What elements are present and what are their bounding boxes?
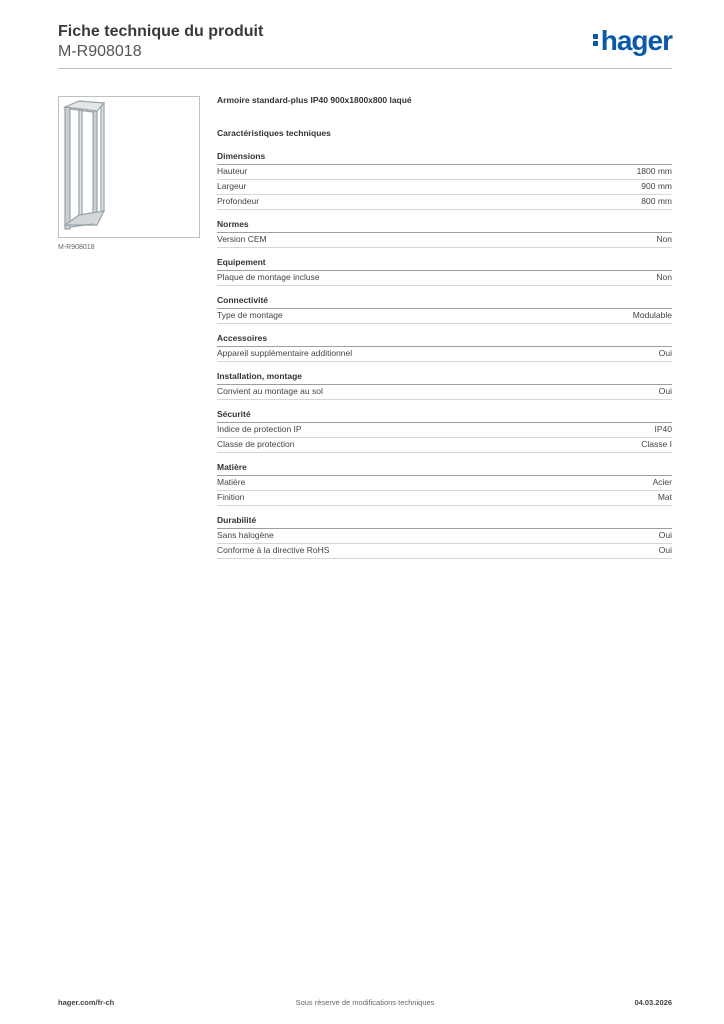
spec-section-accessoires [217,333,672,362]
spec-section-normes [217,219,672,248]
spec-value: Oui [658,348,672,358]
spec-value: 900 mm [641,181,672,191]
spec-section-equipement [217,257,672,286]
spec-row [217,544,672,559]
spec-label: Version CEM [217,234,267,244]
spec-row [217,385,672,400]
header-divider [58,68,672,69]
spec-label: Hauteur [217,166,248,176]
spec-row [217,195,672,210]
product-image [58,96,200,238]
footer-disclaimer: Sous réserve de modifications techniques [295,998,435,1007]
product-name: Armoire standard-plus IP40 900x1800x800 laqué [217,95,412,105]
spec-value: 1800 mm [636,166,672,176]
spec-row [217,529,672,544]
spec-value: IP40 [654,424,672,434]
spec-row [217,347,672,362]
spec-section-dimensions [217,151,672,210]
characteristics-heading: Caractéristiques techniques [217,128,331,138]
spec-label: Conforme à la directive RoHS [217,545,330,555]
spec-label: Profondeur [217,196,260,206]
spec-label: Matière [217,477,246,487]
spec-content [217,94,672,568]
spec-value: Non [656,234,672,244]
section-title: Equipement [217,257,672,271]
product-reference: M-R908018 [58,43,142,60]
spec-label: Sans halogène [217,530,274,540]
page-header [58,20,672,70]
footer-website-link[interactable]: hager.com/fr-ch [58,998,115,1007]
spec-value: Oui [658,386,672,396]
spec-value: Acier [652,477,672,487]
section-title: Accessoires [217,333,672,347]
spec-label: Type de montage [217,310,283,320]
hager-logo [593,26,672,56]
spec-label: Finition [217,492,245,502]
spec-value: 800 mm [641,196,672,206]
spec-value: Non [656,272,672,282]
spec-value: Classe I [641,439,672,449]
spec-section-securite [217,409,672,453]
spec-label: Convient au montage au sol [217,386,323,396]
spec-value: Modulable [632,310,672,320]
spec-row [217,165,672,180]
section-title: Connectivité [217,295,672,309]
spec-row [217,423,672,438]
spec-section-matiere [217,462,672,506]
spec-row [217,271,672,286]
spec-row [217,491,672,506]
spec-section-durabilite [217,515,672,559]
spec-row [217,309,672,324]
image-caption: M-R908018 [58,244,95,251]
spec-row [217,233,672,248]
logo-dots-icon [593,32,599,48]
section-title: Sécurité [217,409,672,423]
spec-label: Classe de protection [217,439,295,449]
section-title: Installation, montage [217,371,672,385]
footer-date: 04.03.2026 [634,998,672,1007]
spec-value: Oui [658,530,672,540]
enclosure-frame-icon [59,97,199,237]
section-title: Matière [217,462,672,476]
spec-label: Appareil supplémentaire additionnel [217,348,353,358]
spec-section-installation [217,371,672,400]
spec-section-connectivite [217,295,672,324]
spec-label: Plaque de montage incluse [217,272,320,282]
section-title: Normes [217,219,672,233]
page-title: Fiche technique du produit [58,23,264,40]
spec-label: Indice de protection IP [217,424,302,434]
logo-text: hager [600,25,672,56]
section-title: Durabilité [217,515,672,529]
spec-row [217,476,672,491]
spec-value: Mat [657,492,672,502]
spec-value: Oui [658,545,672,555]
spec-row [217,180,672,195]
section-title: Dimensions [217,151,672,165]
spec-row [217,438,672,453]
spec-label: Largeur [217,181,247,191]
